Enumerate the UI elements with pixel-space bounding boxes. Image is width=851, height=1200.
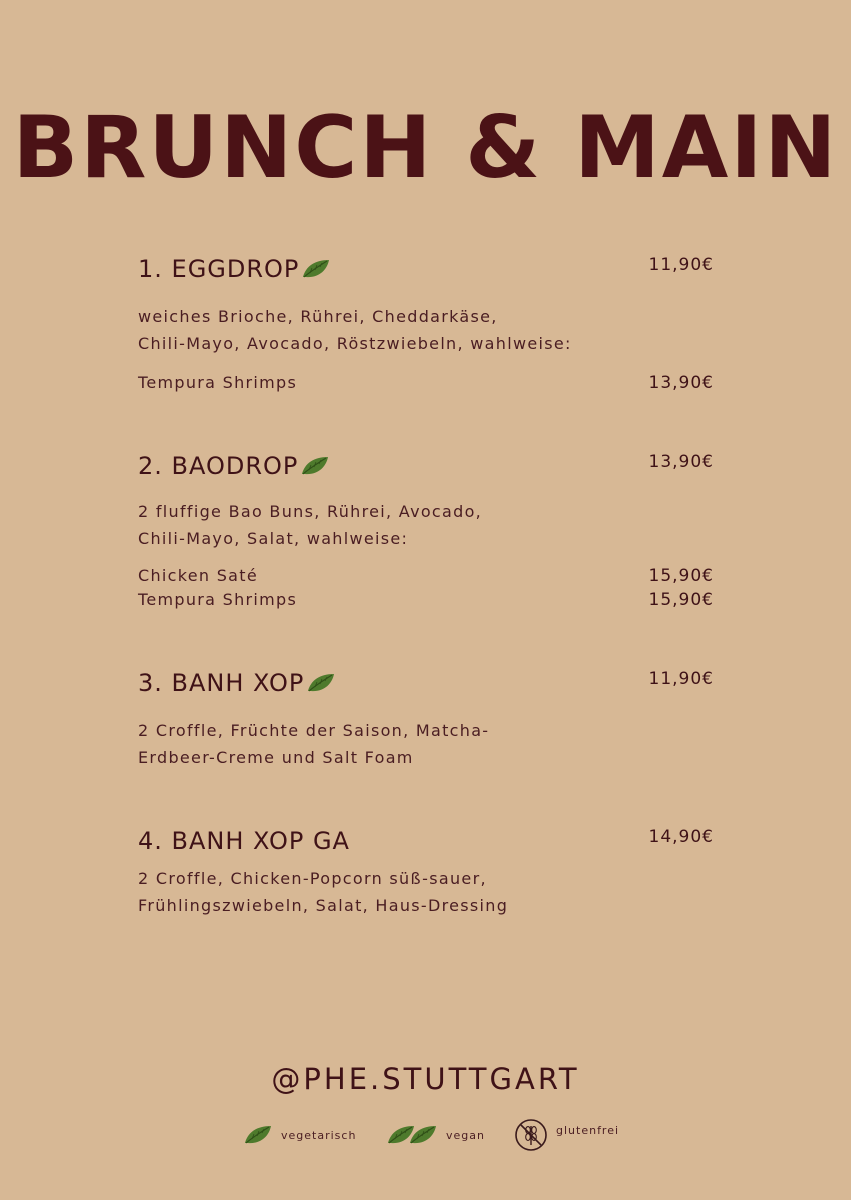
item-option	[138, 564, 714, 588]
item-description-line: Chili-Mayo, Salat, wahlweise:	[138, 529, 409, 548]
item-price: 13,90€	[648, 452, 714, 472]
leaf-icon	[301, 258, 331, 280]
item-price: 11,90€	[648, 669, 714, 689]
item-name: 4. BANH XOP GA	[138, 827, 350, 855]
leaf-icon	[300, 455, 330, 477]
menu-item-baodrop	[138, 452, 714, 612]
gluten-free-icon	[514, 1118, 548, 1152]
item-description-line: 2 Croffle, Früchte der Saison, Matcha-	[138, 721, 490, 740]
item-description-line: 2 fluffige Bao Buns, Rührei, Avocado,	[138, 502, 483, 521]
legend-vegetarian	[243, 1124, 356, 1146]
option-price: 15,90€	[648, 566, 714, 586]
item-description-line: Chili-Mayo, Avocado, Röstzwiebeln, wahlweise:	[138, 334, 572, 353]
menu-item-banh-xop	[138, 669, 714, 771]
legend-glutenfree	[514, 1118, 619, 1152]
option-label: Tempura Shrimps	[138, 373, 298, 392]
leaf-icon	[408, 1124, 438, 1146]
option-price: 13,90€	[648, 373, 714, 393]
menu-item-banh-xop-ga	[138, 827, 714, 919]
menu-title: BRUNCH & MAIN	[12, 98, 839, 198]
item-option	[138, 371, 714, 395]
option-price: 15,90€	[648, 590, 714, 610]
option-label: Chicken Saté	[138, 566, 258, 585]
item-description-line: 2 Croffle, Chicken-Popcorn süß-sauer,	[138, 869, 487, 888]
legend-label: glutenfrei	[556, 1123, 620, 1137]
item-name: 1. EGGDROP	[138, 255, 300, 283]
leaf-icon	[243, 1124, 273, 1146]
item-name: 3. BANH XOP	[138, 669, 305, 697]
item-description-line: Frühlingszwiebeln, Salat, Haus-Dressing	[138, 896, 509, 915]
legend	[0, 1118, 851, 1154]
item-price: 11,90€	[648, 255, 714, 275]
item-description-line: weiches Brioche, Rührei, Cheddarkäse,	[138, 307, 498, 326]
item-option	[138, 588, 714, 612]
legend-vegan	[386, 1124, 485, 1146]
item-name: 2. BAODROP	[138, 452, 299, 480]
legend-label: vegan	[446, 1128, 485, 1142]
legend-label: vegetarisch	[281, 1128, 357, 1142]
instagram-handle: @PHE.STUTTGART	[271, 1062, 580, 1096]
leaf-icon	[306, 672, 336, 694]
item-description-line: Erdbeer-Creme und Salt Foam	[138, 748, 414, 767]
item-price: 14,90€	[648, 827, 714, 847]
menu-item-eggdrop	[138, 255, 714, 395]
option-label: Tempura Shrimps	[138, 590, 298, 609]
